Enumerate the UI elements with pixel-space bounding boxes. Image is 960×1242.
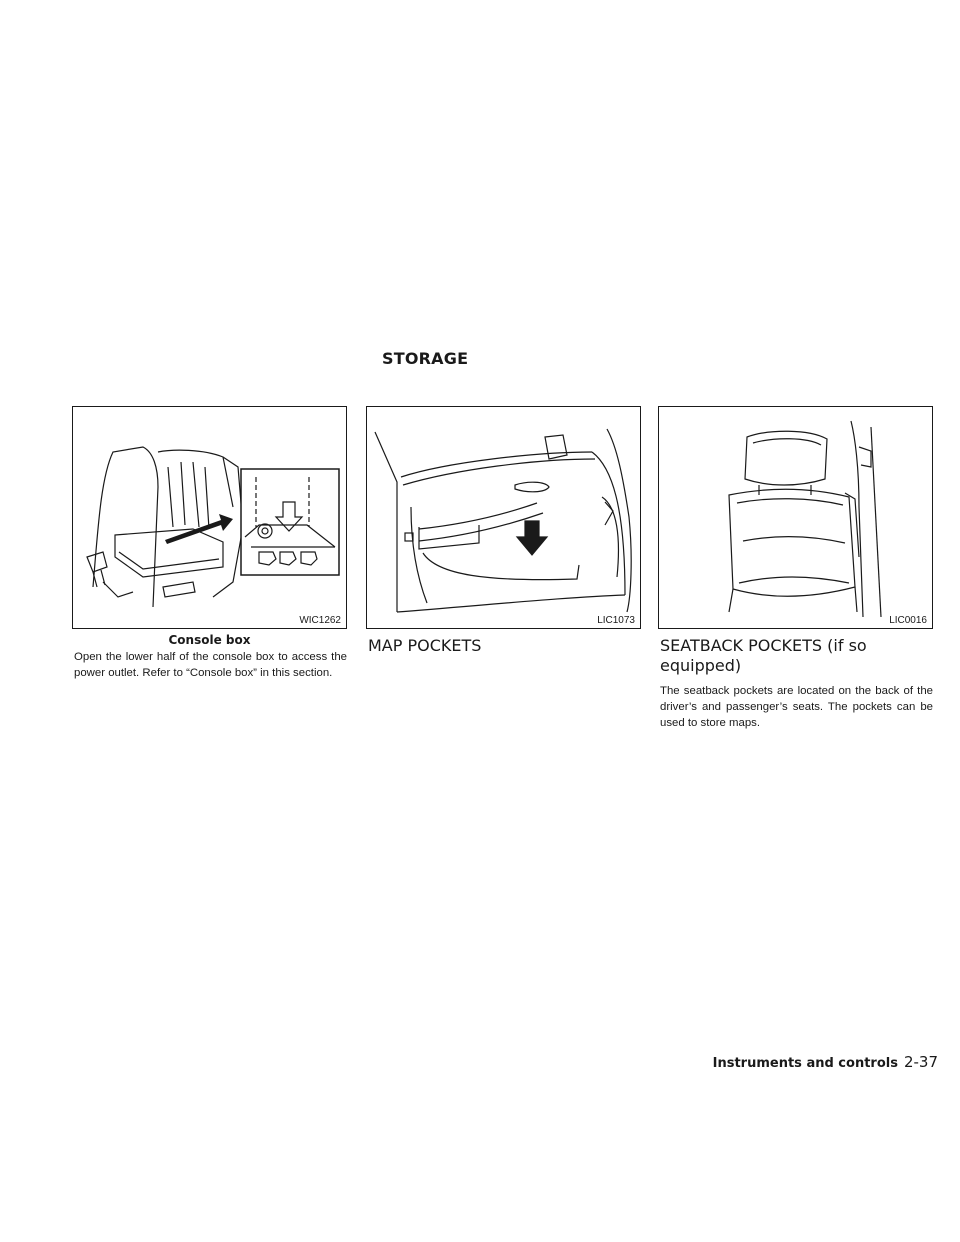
figure-code: WIC1262	[299, 615, 341, 626]
seatback-pockets-figure	[658, 406, 933, 629]
seatback-pockets-heading: SEATBACK POCKETS (if so equipped)	[660, 636, 867, 675]
console-box-text: Open the lower half of the console box to access the power outlet. Refer to “Console box” in this section.	[74, 651, 347, 679]
figure-code: LIC1073	[597, 615, 635, 626]
section-title: STORAGE	[382, 349, 469, 368]
map-pockets-heading: MAP POCKETS	[368, 636, 482, 655]
figure-code: LIC0016	[889, 615, 927, 626]
seatback-pockets-text: The seatback pockets are located on the back of the driver’s and passenger’s seats. The pockets can be used to store maps.	[660, 685, 933, 729]
page-number: 2-37	[903, 1053, 938, 1071]
seatback-pocket-illustration	[659, 407, 933, 629]
map-pockets-figure	[366, 406, 641, 629]
console-box-illustration	[73, 407, 347, 629]
console-box-figure	[72, 406, 347, 629]
page-footer	[713, 1052, 938, 1071]
door-map-pocket-illustration	[367, 407, 641, 629]
console-box-caption: Console box	[168, 633, 251, 647]
footer-chapter: Instruments and controls	[712, 1056, 898, 1071]
